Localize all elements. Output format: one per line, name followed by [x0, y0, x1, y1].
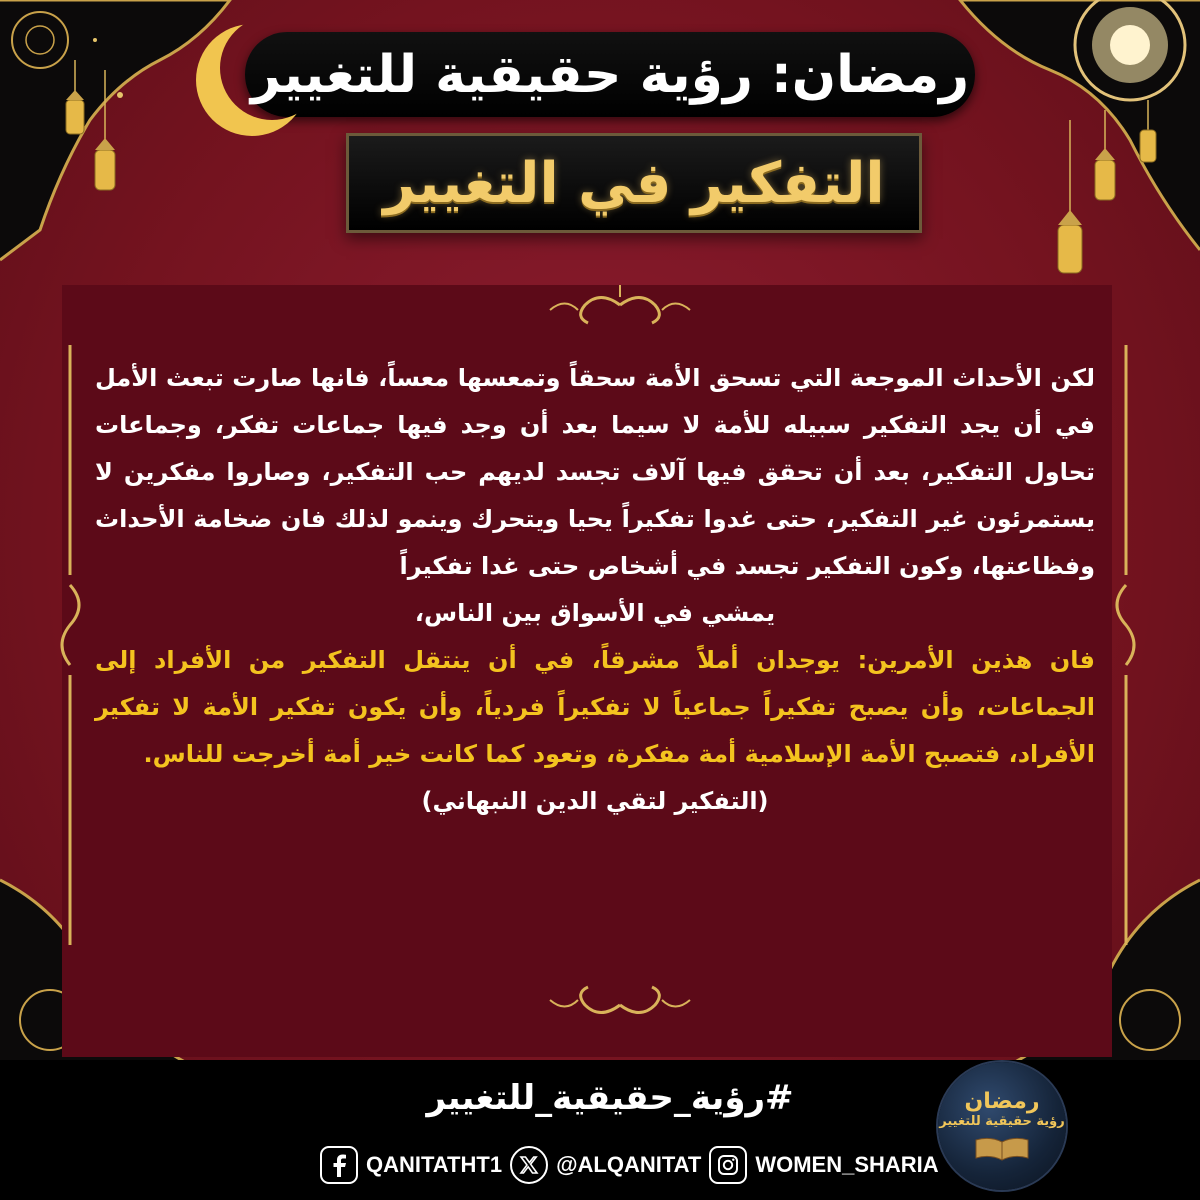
subtitle-box	[346, 133, 922, 233]
body-text	[95, 355, 1095, 825]
paragraph-2: فان هذين الأمرين: يوجدان أملاً مشرقاً، في أن ينتقل التفكير من الأفراد إلى الجماعات، وأن يصبح تفكيراً جماعياً لا تفكيراً فردياً، وأن يكون تفكير الأمة لا تفكير الأفراد، فتصبح الأمة الإسلامية أمة مفكرة، وتعود كما كانت خير أمة أخرجت للناس.	[95, 646, 1095, 768]
x-handle: @ALQANITAT	[556, 1152, 702, 1177]
lantern-icon	[1095, 110, 1115, 200]
page-subtitle: التفكير في التغيير	[383, 150, 885, 216]
x-icon	[510, 1146, 548, 1184]
page-title: رمضان: رؤية حقيقية للتغيير	[250, 44, 970, 105]
open-book-icon	[972, 1136, 1032, 1162]
instagram-icon	[709, 1146, 747, 1184]
top-flourish-ornament	[540, 285, 700, 335]
source-citation: (التفكير لتقي الدين النبهاني)	[421, 787, 769, 815]
social-links	[320, 1143, 939, 1187]
right-side-ornament	[1108, 345, 1138, 945]
left-side-ornament	[58, 345, 88, 945]
bottom-flourish-ornament	[540, 975, 700, 1025]
instagram-handle: WOMEN_SHARIA	[755, 1152, 939, 1177]
x-link[interactable]	[510, 1146, 701, 1184]
facebook-link[interactable]	[320, 1146, 502, 1184]
hashtag[interactable]: #رؤية_حقيقية_للتغيير	[426, 1078, 794, 1118]
facebook-icon	[320, 1146, 358, 1184]
paragraph-1-end: يمشي في الأسواق بين الناس،	[414, 599, 776, 627]
instagram-link[interactable]	[709, 1146, 938, 1184]
lantern-icon	[1058, 120, 1082, 273]
facebook-handle: QANITATHT1	[366, 1152, 503, 1177]
campaign-logo: رمضان رؤية حقيقية للتغيير	[938, 1062, 1066, 1190]
paragraph-1: لكن الأحداث الموجعة التي تسحق الأمة سحقاً وتمعسها معساً، فانها صارت تبعث الأمل في أن يجد التفكير سبيله للأمة لا سيما بعد أن وجد فيها جماعات تفكر، وجماعات تحاول التفكير، بعد أن تحقق فيها آلاف تجسد لديهم حب التفكير، وصاروا مفكرين لا يستمرئون غير التفكير، حتى غدوا تفكيراً يحيا ويتحرك وينمو لذلك فان ضخامة الأحداث وفظاعتها، وكون التفكير تجسد في أشخاص حتى غدا تفكيراً	[95, 364, 1095, 580]
